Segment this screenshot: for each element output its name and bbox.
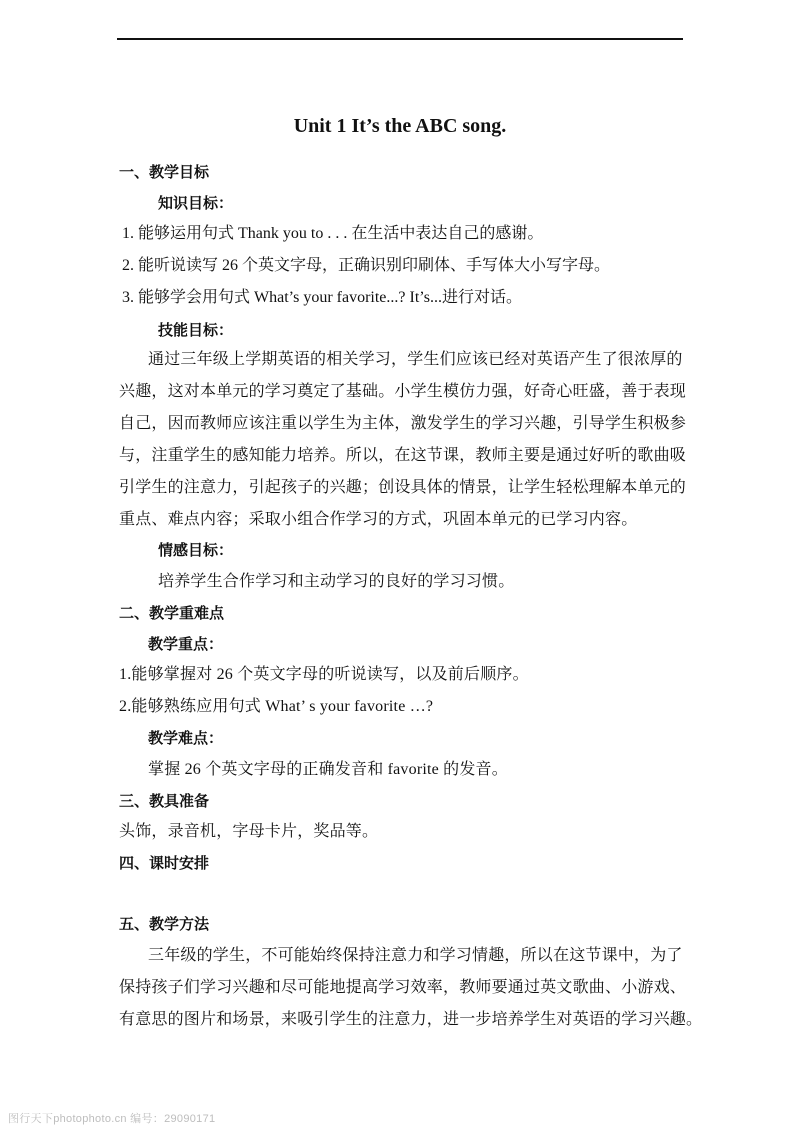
knowledge-item-3: 3. 能够学会用句式 What’s your favorite...? It’s...进行对话。 xyxy=(122,289,522,306)
subheading-difficulty: 教学难点： xyxy=(148,729,224,747)
materials-line: 头饰，录音机，字母卡片，奖品等。 xyxy=(119,823,379,840)
skills-paragraph-line-2: 兴趣，这对本单元的学习奠定了基础。小学生模仿力强，好奇心旺盛，善于表现 xyxy=(119,383,687,400)
section-heading-materials: 三、教具准备 xyxy=(119,792,210,810)
knowledge-item-1: 1. 能够运用句式 Thank you to . . . 在生活中表达自己的感谢。 xyxy=(122,225,544,242)
methods-paragraph-line-2: 保持孩子们学习兴趣和尽可能地提高学习效率，教师要通过英文歌曲、小游戏、 xyxy=(119,979,687,996)
knowledge-item-2: 2. 能听说读写 26 个英文字母，正确识别印刷体、手写体大小写字母。 xyxy=(122,257,611,274)
document-title: Unit 1 It’s the ABC song. xyxy=(293,115,507,137)
subheading-emotion: 情感目标： xyxy=(158,541,234,559)
focus-item-2: 2.能够熟练应用句式 What’ s your favorite …? xyxy=(119,698,434,715)
skills-paragraph-line-3: 自己，因而教师应该注重以学生为主体，激发学生的学习兴趣，引导学生积极参 xyxy=(119,415,687,432)
methods-paragraph-line-3: 有意思的图片和场景，来吸引学生的注意力，进一步培养学生对英语的学习兴趣。 xyxy=(119,1011,703,1028)
section-heading-methods: 五、教学方法 xyxy=(119,915,210,933)
emotion-line: 培养学生合作学习和主动学习的良好的学习习惯。 xyxy=(158,573,515,590)
skills-paragraph-line-1: 通过三年级上学期英语的相关学习，学生们应该已经对英语产生了很浓厚的 xyxy=(148,351,683,368)
section-heading-schedule: 四、课时安排 xyxy=(119,854,210,872)
skills-paragraph-line-4: 与，注重学生的感知能力培养。所以，在这节课，教师主要是通过好听的歌曲吸 xyxy=(119,447,687,464)
header-rule xyxy=(117,38,683,40)
subheading-knowledge: 知识目标： xyxy=(158,194,234,212)
skills-paragraph-line-6: 重点、难点内容；采取小组合作学习的方式，巩固本单元的已学习内容。 xyxy=(119,511,638,528)
subheading-focus: 教学重点： xyxy=(148,635,224,653)
section-heading-key-points: 二、教学重难点 xyxy=(119,604,225,622)
skills-paragraph-line-5: 引学生的注意力，引起孩子的兴趣；创设具体的情景，让学生轻松理解本单元的 xyxy=(119,479,687,496)
difficulty-line: 掌握 26 个英文字母的正确发音和 favorite 的发音。 xyxy=(148,761,508,778)
watermark: 图行天下photophoto.cn 编号：29090171 xyxy=(8,1113,216,1125)
section-heading-objectives: 一、教学目标 xyxy=(119,163,210,181)
focus-item-1: 1.能够掌握对 26 个英文字母的听说读写，以及前后顺序。 xyxy=(119,666,529,683)
subheading-skills: 技能目标： xyxy=(158,321,234,339)
methods-paragraph-line-1: 三年级的学生，不可能始终保持注意力和学习情趣，所以在这节课中，为了 xyxy=(148,947,683,964)
